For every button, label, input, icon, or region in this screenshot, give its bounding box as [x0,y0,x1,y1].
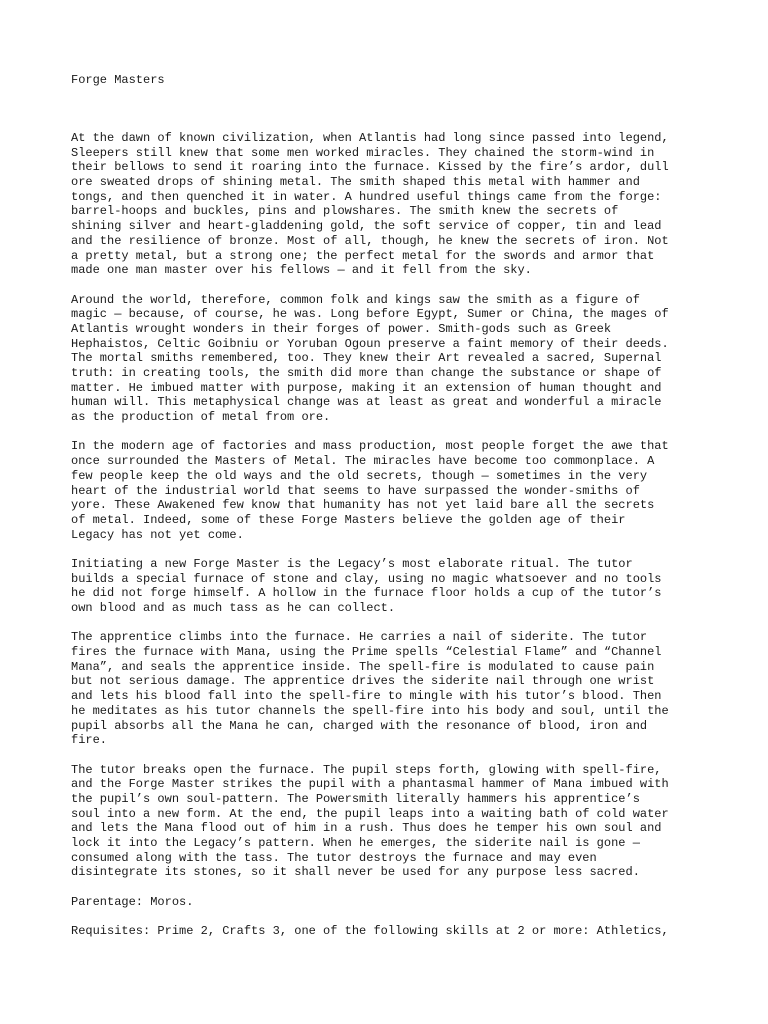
text-line: lock it into the Legacy’s pattern. When he emerges, the siderite nail is gone — [71,836,640,850]
text-line: barrel-hoops and buckles, pins and plowshares. The smith knew the secrets of [71,204,619,219]
text-line: and the resilience of bronze. Most of all, though, he knew the secrets of iron. Not [71,233,669,248]
text-line: human will. This metaphysical change was at least as great and wonderful a miracle [71,395,662,410]
text-line: In the modern age of factories and mass production, most people forget the awe that [71,439,669,454]
paragraph [71,895,711,910]
paragraph [71,630,711,748]
text-line: Atlantis wrought wonders in their forges of power. Smith-gods such as Greek [71,321,612,336]
paragraph [71,131,711,278]
text-line: and lets the Mana flood out of him in a rush. Thus does he temper his own soul and [71,821,662,836]
text-line: disintegrate its stones, so it shall never be used for any purpose less sacred. [71,865,640,880]
text-line: fires the furnace with Mana, using the Prime spells “Celestial Flame” and “Channel [71,645,662,660]
text-line: pupil absorbs all the Mana he can, charged with the resonance of blood, iron and [71,718,648,733]
text-line: ore sweated drops of shining metal. The smith shaped this metal with hammer and [71,175,640,190]
text-line: The apprentice climbs into the furnace. He carries a nail of siderite. The tutor [71,630,648,645]
text-line: Hephaistos, Celtic Goibniu or Yoruban Ogoun preserve a faint memory of their deeds. [71,336,669,351]
text-line: soul into a new form. At the end, the pupil leaps into a waiting bath of cold water [71,806,669,821]
text-line: fire. [71,733,108,748]
paragraph [71,924,711,939]
text-line: builds a special furnace of stone and clay, using no magic whatsoever and no tools [71,571,662,586]
text-line: truth: in creating tools, the smith did more than change the substance or shape of [71,366,662,380]
text-line: he did not forge himself. A hollow in the furnace floor holds a cup of the tutor’s [71,586,662,601]
text-line: At the dawn of known civilization, when Atlantis had long since passed into legend, [71,131,669,145]
paragraph [71,763,711,881]
text-line: he meditates as his tutor channels the spell-fire into his body and soul, until the [71,703,669,718]
text-line: Parentage: Moros. [71,894,194,909]
text-line: of metal. Indeed, some of these Forge Masters believe the golden age of their [71,512,626,527]
text-line: the pupil’s own soul-pattern. The Powersmith literally hammers his apprentice’s [71,791,640,806]
text-line: shining silver and heart-gladdening gold, the soft service of copper, tin and lead [71,219,662,234]
text-line: Mana”, and seals the apprentice inside. The spell-fire is modulated to cause pain [71,659,655,674]
text-line: magic — because, of course, he was. Long before Egypt, Sumer or China, the mages of [71,307,669,322]
paragraph [71,439,711,542]
text-line: consumed along with the tass. The tutor destroys the furnace and may even [71,850,597,865]
text-line: as the production of metal from ore. [71,410,331,425]
text-line: made one man master over his fellows — and it fell from the sky. [71,263,532,278]
text-line: but not serious damage. The apprentice drives the siderite nail through one wrist [71,674,655,689]
text-line: Legacy has not yet come. [71,527,244,542]
text-line: own blood and as much tass as he can collect. [71,601,396,615]
text-line: Around the world, therefore, common folk and kings saw the smith as a figure of [71,292,640,307]
text-line: The tutor breaks open the furnace. The pupil steps forth, glowing with spell-fire, [71,762,662,777]
text-line: yore. These Awakened few know that humanity has not yet laid bare all the secrets [71,498,655,513]
text-line: and lets his blood fall into the spell-fire to mingle with his tutor’s blood. Then [71,689,662,704]
text-line: Initiating a new Forge Master is the Legacy’s most elaborate ritual. The tutor [71,556,633,571]
text-line: few people keep the old ways and the old secrets, though — sometimes in the very [71,468,648,483]
text-line: and the Forge Master strikes the pupil with a phantasmal hammer of Mana imbued with [71,777,669,792]
paragraph [71,557,711,616]
text-line: The mortal smiths remembered, too. They knew their Art revealed a sacred, Supernal [71,351,662,366]
document-body [71,131,711,954]
text-line: Requisites: Prime 2, Crafts 3, one of the following skills at 2 or more: Athletics, [71,924,669,939]
paragraph [71,293,711,425]
text-line: a pretty metal, but a strong one; the perfect metal for the swords and armor that [71,248,655,263]
text-line: their bellows to send it roaring into the furnace. Kissed by the fire’s ardor, dull [71,160,669,175]
text-line: tongs, and then quenched it in water. A hundred useful things came from the forge: [71,189,662,204]
text-line: heart of the industrial world that seems to have surpassed the wonder-smiths of [71,483,640,498]
text-line: Sleepers still knew that some men worked miracles. They chained the storm-wind in [71,145,655,160]
text-line: once surrounded the Masters of Metal. The miracles have become too commonplace. A [71,454,655,469]
text-line: matter. He imbued matter with purpose, making it an extension of human thought and [71,380,662,395]
document-title: Forge Masters [71,73,165,87]
